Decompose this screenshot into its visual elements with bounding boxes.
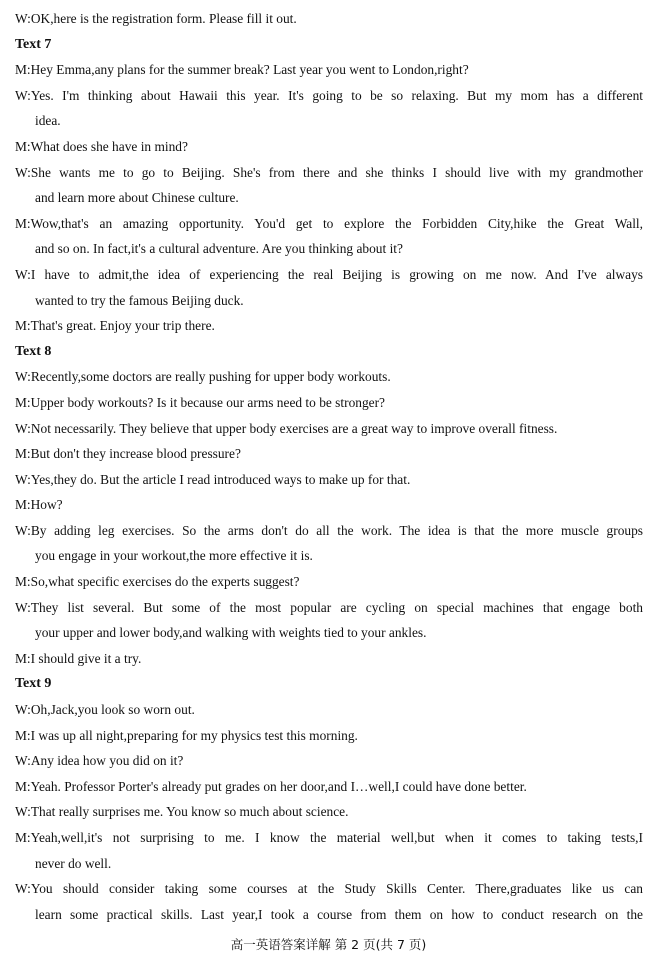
section-heading: Text 8 [15,343,52,359]
dialogue-line: M:Hey Emma,any plans for the summer break? Last year you went to London,right? [15,62,469,78]
dialogue-line: W:OK,here is the registration form. Please fill it out. [15,11,297,26]
dialogue-line: W:Oh,Jack,you look so worn out. [15,702,195,718]
dialogue-line: W:Yes. I'm thinking about Hawaii this year. It's going to be so relaxing. But my mom has a different [15,87,643,103]
dialogue-line-continuation: and learn more about Chinese culture. [35,190,239,206]
dialogue-line-continuation: learn some practical skills. Last year,I took a course from them on how to conduct research on the [35,906,643,922]
section-heading: Text 9 [15,676,52,692]
dialogue-line: W:Any idea how you did on it? [15,753,184,769]
dialogue-line: W:They list several. But some of the most popular are cycling on special machines that engage both [15,599,643,615]
dialogue-line-continuation: never do well. [35,855,112,871]
dialogue-line: M:How? [15,497,63,513]
transcript-content [15,6,643,927]
dialogue-line-continuation: and so on. In fact,it's a cultural adventure. Are you thinking about it? [35,241,403,257]
dialogue-line: M:Yeah,well,it's not surprising to me. I know the material well,but when it comes to taking tests,I [15,830,643,845]
dialogue-line: M:Wow,that's an amazing opportunity. You'd get to explore the Forbidden City,hike the Great Wall, [15,215,643,231]
dialogue-line: M:Yeah. Professor Porter's already put grades on her door,and I…well,I could have done better. [15,778,527,794]
dialogue-line-continuation: you engage in your workout,the more effective it is. [35,548,313,564]
dialogue-line: W:Not necessarily. They believe that upper body exercises are a great way to improve overall fitness. [15,420,558,436]
dialogue-line-continuation: idea. [35,113,61,129]
dialogue-line: W:I have to admit,the idea of experiencing the real Beijing is growing on me now. And I've always [15,266,643,282]
dialogue-line: W:That really surprises me. You know so much about science. [15,804,349,820]
dialogue-line: M:I was up all night,preparing for my physics test this morning. [15,727,358,743]
dialogue-line: M:I should give it a try. [15,650,142,666]
dialogue-line: W:She wants me to go to Beijing. She's from there and she thinks I should live with my grandmother [15,164,643,180]
section-heading: Text 7 [15,36,52,52]
dialogue-line: M:But don't they increase blood pressure? [15,446,241,462]
dialogue-line-continuation: your upper and lower body,and walking with weights tied to your ankles. [35,625,427,641]
page-footer: 高一英语答案详解 第 2 页(共 7 页) [230,937,427,952]
dialogue-line: W:You should consider taking some courses at the Study Skills Center. There,graduates like us can [15,881,643,897]
dialogue-line-continuation: wanted to try the famous Beijing duck. [35,292,244,308]
dialogue-line: M:Upper body workouts? Is it because our arms need to be stronger? [15,394,386,410]
dialogue-line: M:That's great. Enjoy your trip there. [15,318,215,334]
dialogue-line: M:What does she have in mind? [15,138,188,154]
dialogue-line: M:So,what specific exercises do the experts suggest? [15,574,300,590]
dialogue-line: W:By adding leg exercises. So the arms don't do all the work. The idea is that the more muscle groups [15,522,643,538]
dialogue-line: W:Yes,they do. But the article I read introduced ways to make up for that. [15,471,411,487]
dialogue-line: W:Recently,some doctors are really pushing for upper body workouts. [15,369,391,385]
